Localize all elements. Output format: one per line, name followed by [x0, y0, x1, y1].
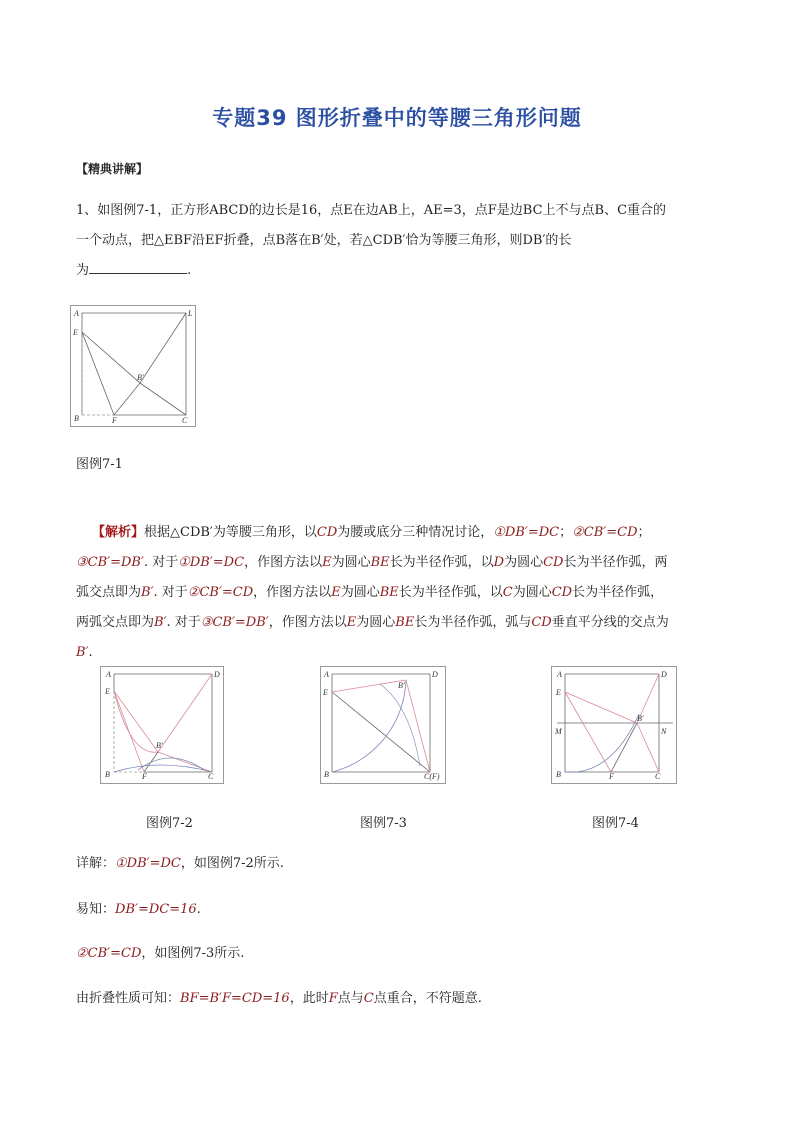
- svg-text:A: A: [557, 670, 562, 679]
- answer-blank[interactable]: [89, 259, 187, 274]
- analysis-line-5: B′.: [76, 645, 93, 660]
- analysis-line-1: 【解析】根据△CDB′为等腰三角形，以CD为腰或底分三种情况讨论，①DB′=DC；②CB′=CD；: [92, 525, 651, 540]
- label-E: E: [73, 328, 78, 337]
- svg-text:E: E: [105, 687, 110, 696]
- detail-line-2: 易知：DB′=DC=16.: [76, 902, 201, 917]
- figure-7-1: [70, 305, 196, 427]
- problem-line-1: 1、如图例7-1，正方形ABCD的边长是16，点E在边AB上，AE=3，点F是边BC上不与点B、C重合的: [76, 203, 667, 218]
- svg-text:B: B: [556, 770, 561, 779]
- svg-text:D: D: [432, 670, 438, 679]
- analysis-line-4: 两弧交点即为B′. 对于③CB′=DB′，作图方法以E为圆心BE长为半径作弧，弧与CD垂直平分线的交点为: [76, 615, 669, 630]
- analysis-line-2: ③CB′=DB′. 对于①DB′=DC，作图方法以E为圆心BE长为半径作弧，以D为圆心CD长为半径作弧，两: [76, 555, 668, 570]
- svg-text:B: B: [324, 770, 329, 779]
- svg-text:N: N: [661, 727, 667, 736]
- svg-text:D: D: [214, 670, 220, 679]
- svg-text:B′: B′: [156, 741, 163, 750]
- label-L: L: [188, 309, 193, 318]
- figure-7-2: [100, 666, 224, 784]
- svg-text:C: C: [655, 772, 661, 781]
- label-A: A: [74, 309, 79, 318]
- label-F: F: [112, 416, 117, 425]
- detail-line-3: ②CB′=CD，如图例7-3所示.: [76, 946, 245, 961]
- page-title: 专题39 图形折叠中的等腰三角形问题: [212, 106, 582, 130]
- detail-line-1: 详解：①DB′=DC，如图例7-2所示.: [76, 856, 284, 871]
- svg-text:B′: B′: [637, 714, 644, 723]
- label-B: B: [74, 414, 79, 423]
- svg-text:D: D: [661, 670, 667, 679]
- svg-text:B′: B′: [398, 681, 405, 690]
- svg-text:E: E: [323, 688, 328, 697]
- problem-line-2: 一个动点，把△EBF沿EF折叠，点B落在B′处，若△CDB′恰为等腰三角形，则DB′的长: [76, 233, 572, 248]
- svg-text:F: F: [609, 772, 614, 781]
- svg-text:C: C: [208, 772, 214, 781]
- svg-text:A: A: [106, 670, 111, 679]
- svg-text:M: M: [555, 727, 562, 736]
- analysis-text: [76, 518, 736, 668]
- figure-7-4-caption: 图例7-4: [592, 816, 639, 831]
- figure-7-3-caption: 图例7-3: [360, 816, 407, 831]
- label-C: C: [182, 416, 188, 425]
- figure-7-3: [320, 666, 446, 784]
- svg-text:A: A: [324, 670, 329, 679]
- detail-line-4: 由折叠性质可知：BF=B′F=CD=16，此时F点与C点重合，不符题意.: [76, 991, 482, 1006]
- problem-text: [76, 196, 736, 286]
- figure-7-4: [551, 666, 677, 784]
- label-Bp: B′: [137, 373, 144, 382]
- svg-text:F: F: [142, 772, 147, 781]
- section-heading: 【精典讲解】: [76, 162, 149, 176]
- analysis-line-3: 弧交点即为B′. 对于②CB′=CD，作图方法以E为圆心BE长为半径作弧，以C为圆心CD长为半径作弧，: [76, 585, 664, 600]
- svg-text:C(F): C(F): [424, 772, 440, 781]
- problem-line-3: 为 .: [76, 256, 736, 286]
- figure-7-2-caption: 图例7-2: [146, 816, 193, 831]
- svg-text:B: B: [105, 770, 110, 779]
- figure-7-1-caption: 图例7-1: [76, 457, 123, 472]
- svg-text:E: E: [556, 688, 561, 697]
